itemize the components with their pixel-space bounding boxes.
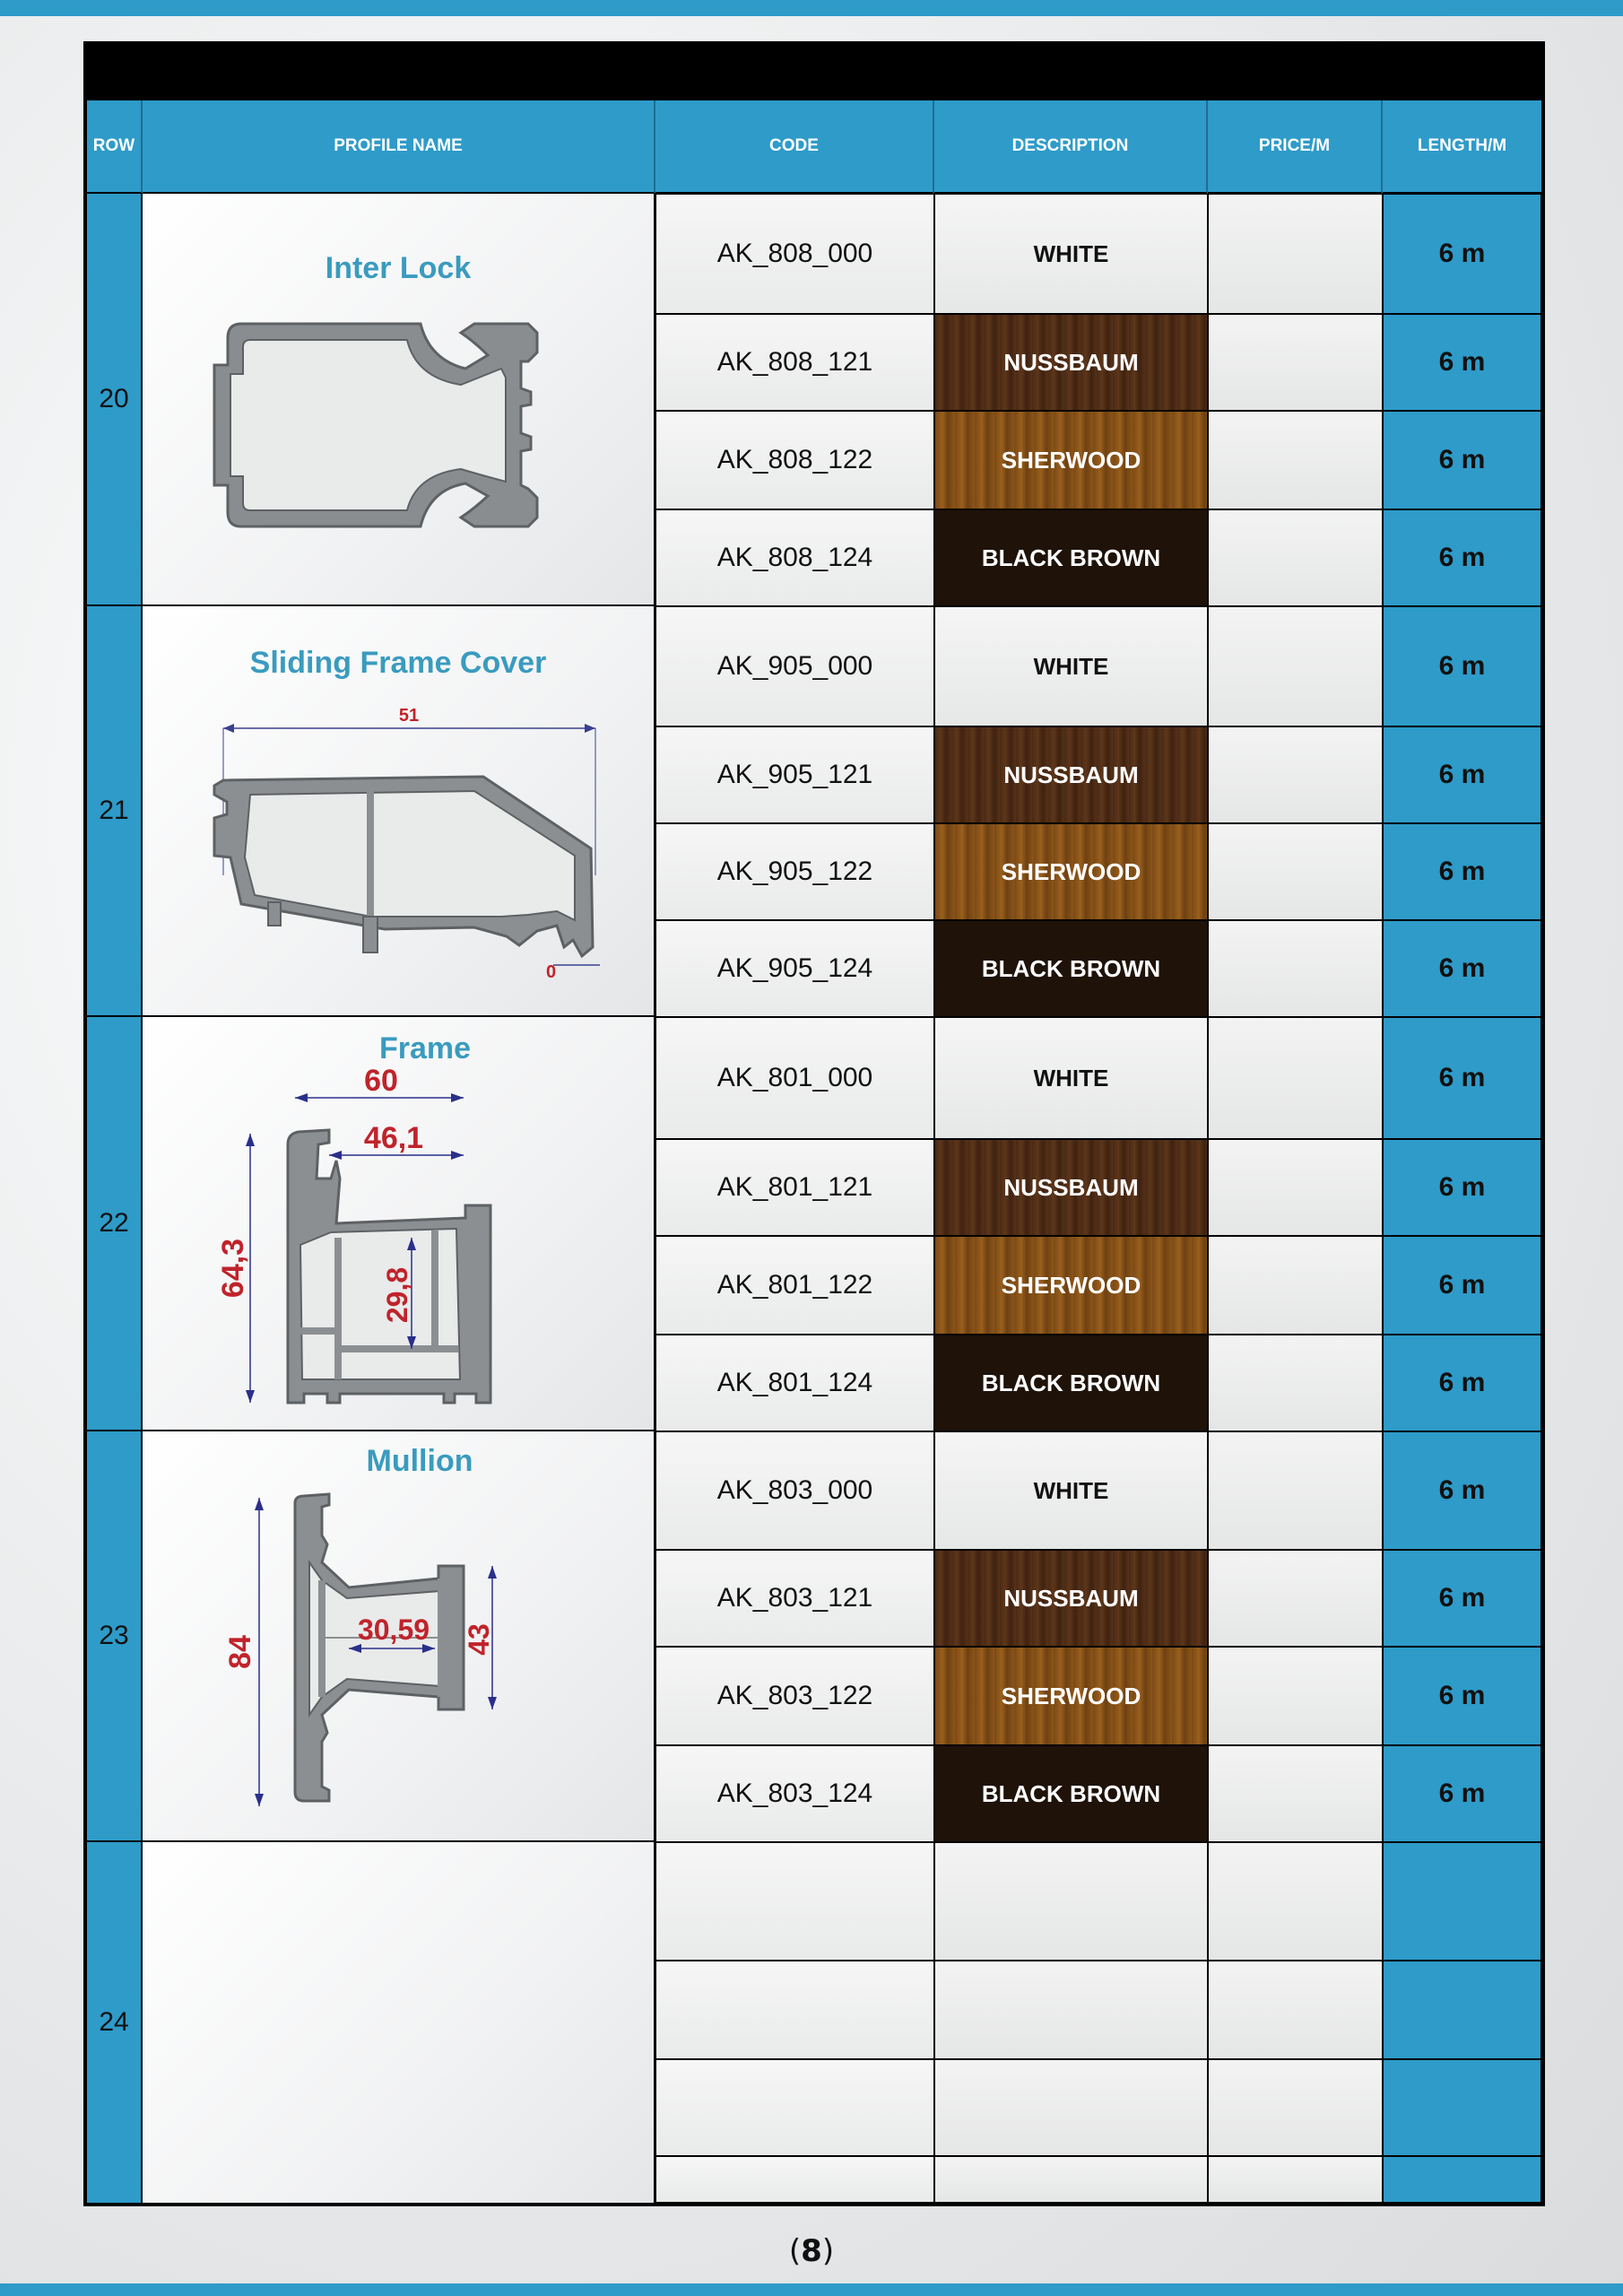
description-cell: BLACK BROWN bbox=[934, 920, 1208, 1017]
length-cell: 6 m bbox=[1383, 1647, 1541, 1745]
code-cell: AK_808_124 bbox=[655, 509, 934, 606]
code-cell: AK_801_121 bbox=[655, 1139, 934, 1236]
length-cell: 6 m bbox=[1383, 1431, 1541, 1550]
length-cell bbox=[1383, 1961, 1541, 2059]
length-cell: 6 m bbox=[1383, 1745, 1541, 1842]
description-cell bbox=[934, 1961, 1208, 2059]
price-cell bbox=[1208, 509, 1383, 606]
dimension-label: 43 bbox=[463, 1623, 495, 1656]
profile-name: Inter Lock bbox=[325, 251, 472, 285]
description-cell: NUSSBAUM bbox=[934, 1550, 1208, 1647]
row-number: 21 bbox=[87, 606, 143, 1017]
header-price: PRICE/M bbox=[1208, 100, 1383, 194]
table-top-band bbox=[87, 45, 1541, 100]
price-list-table bbox=[83, 41, 1545, 2206]
price-cell bbox=[1208, 1335, 1383, 1431]
row-number: 22 bbox=[87, 1017, 143, 1431]
header-row: ROW bbox=[87, 100, 143, 194]
code-cell: AK_803_121 bbox=[655, 1550, 934, 1647]
dimension-label: 60 bbox=[364, 1064, 398, 1098]
dimension-label: 51 bbox=[398, 706, 420, 726]
price-cell bbox=[1208, 1550, 1383, 1647]
price-cell bbox=[1208, 1236, 1383, 1335]
code-cell: AK_905_000 bbox=[655, 606, 934, 726]
price-cell bbox=[1208, 920, 1383, 1017]
header-description: DESCRIPTION bbox=[934, 100, 1208, 194]
frame-profile-drawing bbox=[216, 1064, 528, 1421]
code-cell: AK_801_124 bbox=[655, 1335, 934, 1431]
length-cell bbox=[1383, 1842, 1541, 1961]
description-cell: WHITE bbox=[934, 1017, 1208, 1139]
profile-cell bbox=[143, 1842, 655, 2203]
description-cell: BLACK BROWN bbox=[934, 509, 1208, 606]
length-cell: 6 m bbox=[1383, 920, 1541, 1017]
dimension-label: 30,59 bbox=[357, 1613, 430, 1646]
top-accent-bar bbox=[0, 0, 1623, 16]
price-cell bbox=[1208, 726, 1383, 823]
code-cell: AK_808_000 bbox=[655, 194, 934, 314]
description-cell: BLACK BROWN bbox=[934, 1335, 1208, 1431]
price-cell bbox=[1208, 1647, 1383, 1745]
row-number: 24 bbox=[87, 1842, 143, 2203]
profile-name: Mullion bbox=[366, 1444, 473, 1478]
inter-lock-profile-drawing bbox=[205, 306, 582, 548]
code-cell: AK_803_124 bbox=[655, 1745, 934, 1842]
profile-cell bbox=[143, 1017, 655, 1431]
description-cell: NUSSBAUM bbox=[934, 726, 1208, 823]
code-cell: AK_905_124 bbox=[655, 920, 934, 1017]
code-cell: AK_801_000 bbox=[655, 1017, 934, 1139]
header-code: CODE bbox=[655, 100, 934, 194]
code-cell: AK_808_121 bbox=[655, 314, 934, 411]
length-cell: 6 m bbox=[1383, 194, 1541, 314]
length-cell: 6 m bbox=[1383, 314, 1541, 411]
code-cell: AK_801_122 bbox=[655, 1236, 934, 1335]
price-cell bbox=[1208, 823, 1383, 920]
sliding-frame-cover-profile-drawing bbox=[187, 696, 609, 992]
description-cell: SHERWOOD bbox=[934, 1647, 1208, 1745]
description-cell bbox=[934, 1842, 1208, 1961]
price-cell bbox=[1208, 1961, 1383, 2059]
header-length: LENGTH/M bbox=[1383, 100, 1541, 194]
price-cell bbox=[1208, 2156, 1383, 2203]
page-number-value: 8 bbox=[801, 2233, 822, 2269]
price-cell bbox=[1208, 1017, 1383, 1139]
code-cell bbox=[655, 2156, 934, 2203]
length-cell: 6 m bbox=[1383, 509, 1541, 606]
price-cell bbox=[1208, 1842, 1383, 1961]
description-cell: WHITE bbox=[934, 194, 1208, 314]
price-cell bbox=[1208, 606, 1383, 726]
code-cell: AK_808_122 bbox=[655, 411, 934, 509]
description-cell: WHITE bbox=[934, 1431, 1208, 1550]
code-cell bbox=[655, 2059, 934, 2156]
price-cell bbox=[1208, 194, 1383, 314]
profile-name: Frame bbox=[378, 1031, 472, 1065]
bottom-accent-bar bbox=[0, 2283, 1623, 2296]
page-number: (8) bbox=[788, 2233, 835, 2269]
price-cell bbox=[1208, 1139, 1383, 1236]
length-cell: 6 m bbox=[1383, 726, 1541, 823]
description-cell: BLACK BROWN bbox=[934, 1745, 1208, 1842]
dimension-label: 0 bbox=[546, 962, 557, 982]
dimension-label: 46,1 bbox=[363, 1121, 424, 1155]
description-cell: SHERWOOD bbox=[934, 1236, 1208, 1335]
length-cell: 6 m bbox=[1383, 1017, 1541, 1139]
length-cell bbox=[1383, 2059, 1541, 2156]
dimension-label: 84 bbox=[223, 1635, 257, 1669]
price-cell bbox=[1208, 411, 1383, 509]
length-cell bbox=[1383, 2156, 1541, 2203]
description-cell: NUSSBAUM bbox=[934, 1139, 1208, 1236]
dimension-label: 29,8 bbox=[381, 1266, 413, 1324]
profile-name: Sliding Frame Cover bbox=[249, 646, 547, 680]
dimension-label: 64,3 bbox=[216, 1238, 250, 1299]
price-cell bbox=[1208, 1431, 1383, 1550]
length-cell: 6 m bbox=[1383, 1550, 1541, 1647]
description-cell: NUSSBAUM bbox=[934, 314, 1208, 411]
price-cell bbox=[1208, 2059, 1383, 2156]
code-cell: AK_905_122 bbox=[655, 823, 934, 920]
code-cell bbox=[655, 1961, 934, 2059]
price-cell bbox=[1208, 1745, 1383, 1842]
length-cell: 6 m bbox=[1383, 411, 1541, 509]
code-cell: AK_905_121 bbox=[655, 726, 934, 823]
description-cell bbox=[934, 2059, 1208, 2156]
header-profile-name: PROFILE NAME bbox=[143, 100, 655, 194]
description-cell bbox=[934, 2156, 1208, 2203]
description-cell: WHITE bbox=[934, 606, 1208, 726]
length-cell: 6 m bbox=[1383, 1236, 1541, 1335]
length-cell: 6 m bbox=[1383, 1139, 1541, 1236]
length-cell: 6 m bbox=[1383, 1335, 1541, 1431]
code-cell bbox=[655, 1842, 934, 1961]
mullion-profile-drawing bbox=[223, 1491, 537, 1831]
profile-cell bbox=[143, 194, 655, 606]
code-cell: AK_803_000 bbox=[655, 1431, 934, 1550]
price-cell bbox=[1208, 314, 1383, 411]
row-number: 23 bbox=[87, 1431, 143, 1842]
description-cell: SHERWOOD bbox=[934, 411, 1208, 509]
code-cell: AK_803_122 bbox=[655, 1647, 934, 1745]
description-cell: SHERWOOD bbox=[934, 823, 1208, 920]
row-number: 20 bbox=[87, 194, 143, 606]
profile-cell bbox=[143, 1431, 655, 1842]
length-cell: 6 m bbox=[1383, 823, 1541, 920]
length-cell: 6 m bbox=[1383, 606, 1541, 726]
profile-cell bbox=[143, 606, 655, 1017]
